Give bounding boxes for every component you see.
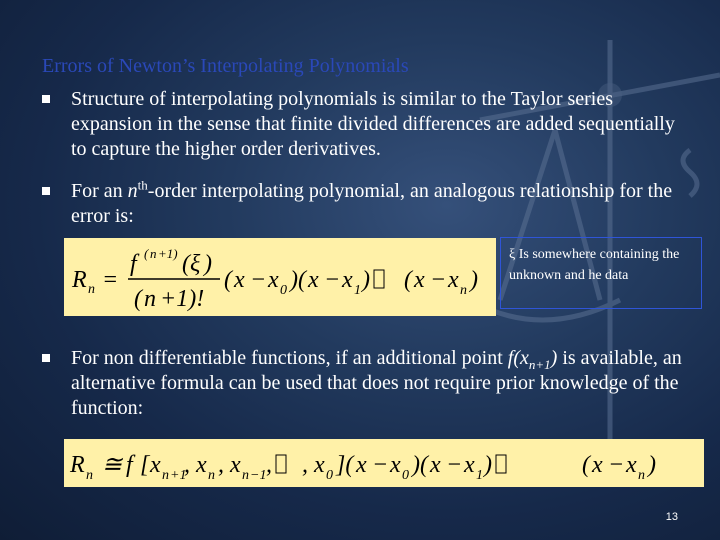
bullet-text-n: n [127,180,138,202]
svg-text:x: x [268,267,279,293]
bullet-text-close: ) [550,347,558,369]
bullet-marker [42,354,50,362]
svg-text:+1)!: +1)! [160,286,205,312]
bullet-non-differentiable [42,346,691,421]
svg-text:,: , [302,452,308,478]
svg-text:n: n [460,283,467,298]
svg-text:): ) [484,452,492,478]
bullet-text-sub: n+1 [528,357,551,372]
svg-text:1: 1 [354,283,361,298]
svg-text:(: ( [224,267,232,293]
svg-text:n: n [144,286,156,312]
bullet-text-part: For an [71,180,128,202]
bullet-text [71,346,691,421]
svg-text:n: n [638,468,645,483]
svg-text:x: x [390,452,401,478]
svg-text:): ) [204,251,212,277]
svg-text:−: − [250,267,267,293]
svg-text:)(: )( [412,452,428,478]
svg-text:(: ( [134,286,142,312]
svg-text:x: x [626,452,637,478]
svg-text:x: x [230,452,241,478]
svg-text:f: f [126,452,133,478]
svg-text:0: 0 [326,468,333,483]
svg-text:1: 1 [476,468,483,483]
bullet-text [71,179,691,229]
bullet-text-fx: f(x [507,347,529,369]
svg-text:x: x [448,267,459,293]
svg-text:n: n [150,246,157,261]
svg-text:n: n [162,468,169,483]
svg-text:n: n [86,468,93,483]
svg-text:(: ( [404,267,412,293]
page-number: 13 [665,511,678,523]
bullet-marker [42,187,50,195]
svg-text:x: x [430,452,441,478]
svg-text:−1: −1 [250,468,267,483]
svg-text:x: x [314,452,325,478]
error-formula-box [64,238,496,316]
slide-title: Errors of Newton’s Interpolating Polynomials [42,55,409,77]
svg-text:,: , [266,452,272,478]
svg-text:ξ: ξ [190,251,201,277]
svg-text:−: − [608,452,625,478]
svg-text:−: − [446,452,463,478]
svg-text:+1): +1) [158,246,178,261]
svg-text:n: n [88,282,95,297]
bullet-text-part: -order interpolating polynomial, an analogous relationship for the error is: [71,180,673,227]
alternative-formula [64,439,704,487]
alternative-formula-box [64,439,704,487]
svg-text:[: [ [140,452,150,478]
svg-text:x: x [414,267,425,293]
error-formula [64,238,496,316]
svg-text:x: x [592,452,603,478]
bullet-text-sup: th [137,177,148,193]
svg-text:x: x [308,267,319,293]
svg-text:): ) [648,452,656,478]
bullet-text: Structure of interpolating polynomials is similar to the Taylor series expansion in the sense that finite divided differences are added sequentially to capture the higher order derivatives. [71,88,675,160]
bullet-nth-order [42,179,691,229]
svg-text:(: ( [582,452,590,478]
svg-text:−: − [324,267,341,293]
svg-text:,: , [218,452,224,478]
svg-text:−: − [430,267,447,293]
xi-note-box: ξ Is somewhere containing the unknown and he data [500,237,702,309]
svg-text:): ) [362,267,370,293]
svg-text:0: 0 [402,468,409,483]
svg-text:=: = [102,267,119,293]
svg-text:0: 0 [280,283,287,298]
bullet-text-part: For non differentiable functions, if an additional point [71,347,508,369]
svg-text:R: R [72,267,87,293]
svg-text:−: − [372,452,389,478]
svg-text:n: n [242,468,249,483]
svg-text:,: , [184,452,190,478]
svg-text:R: R [70,452,85,478]
bullet-text-part: is available, an alternative formula can be used that does not require prior knowledge of the function: [71,347,682,419]
bullet-marker [42,95,50,103]
svg-text:(: ( [182,251,190,277]
svg-text:n: n [208,468,215,483]
svg-text:x: x [196,452,207,478]
svg-text:x: x [150,452,161,478]
svg-text:): ) [470,267,478,293]
svg-text:≅: ≅ [102,452,123,478]
svg-text:x: x [234,267,245,293]
svg-text:x: x [342,267,353,293]
svg-text:x: x [464,452,475,478]
svg-text:](: ]( [336,452,354,478]
svg-text:f: f [130,251,137,277]
svg-text:(: ( [144,246,149,261]
svg-text:+1: +1 [170,468,187,483]
svg-text:x: x [356,452,367,478]
bullet-structure [42,87,691,162]
svg-text:)(: )( [290,267,306,293]
